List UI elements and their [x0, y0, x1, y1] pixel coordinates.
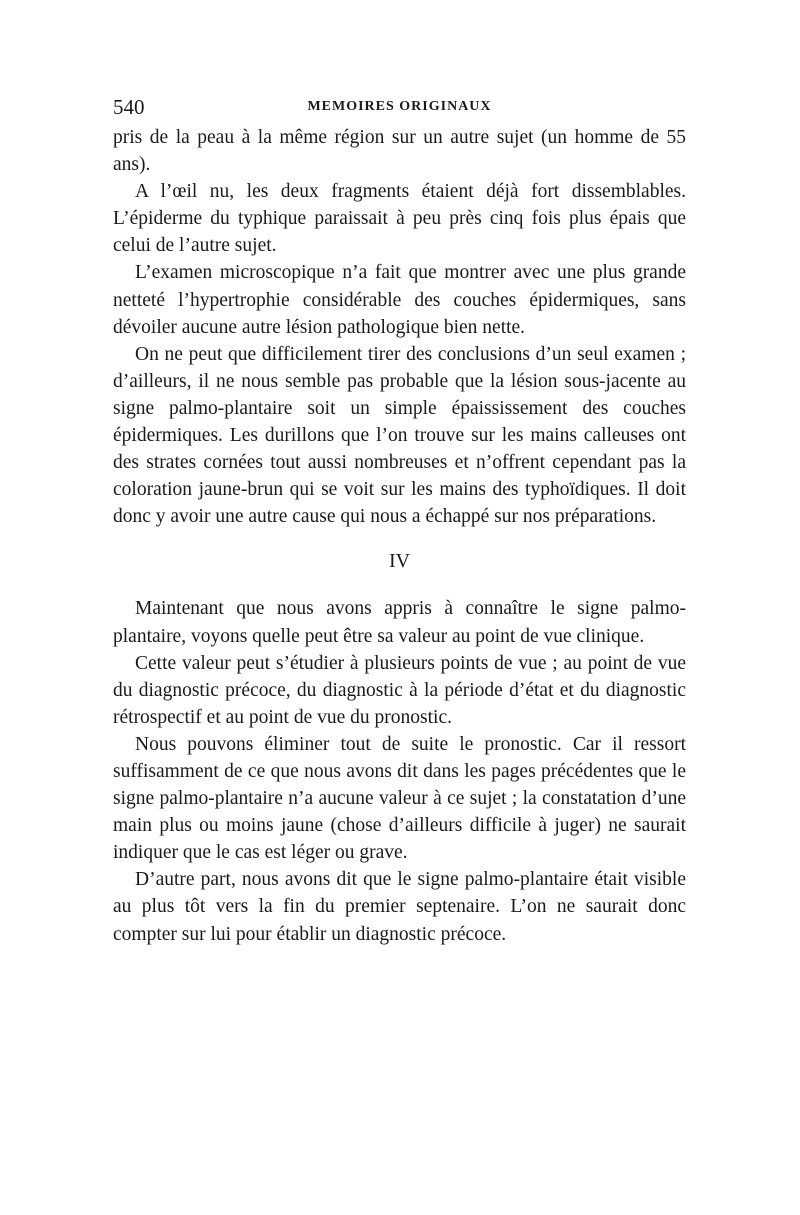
- paragraph: D’autre part, nous avons dit que le signe palmo-plantaire était visible au plus tôt vers la fin du premier septenaire. L’on ne saurait donc compter sur lui pour établir un diagnostic précoce.: [113, 869, 686, 945]
- paragraph: Maintenant que nous avons appris à connaître le signe palmo-plantaire, voyons quelle peut être sa valeur au point de vue clinique.: [113, 598, 686, 647]
- running-head: MEMOIRES ORIGINAUX: [307, 99, 492, 114]
- paragraph: On ne peut que difficilement tirer des conclusions d’un seul examen ; d’ailleurs, il ne nous semble pas probable que la lésion sous-jacente au signe palmo-plantaire soit un simple épaississement des couches épidermiques. Les durillons que l’on trouve sur les mains calleuses ont des strates cornées tout aussi nombreuses et n’offrent cependant pas la coloration jaune-brun qui se voit sur les mains des typhoïdiques. Il doit donc y avoir une autre cause qui nous a échappé sur nos préparations.: [113, 343, 686, 528]
- document-page: [113, 94, 686, 948]
- page-number: 540: [113, 95, 145, 119]
- body-text-before-section: [113, 124, 686, 530]
- paragraph: Cette valeur peut s’étudier à plusieurs points de vue ; au point de vue du diagnostic précoce, du diagnostic à la période d’état et du diagnostic rétrospectif et au point de vue du pronostic.: [113, 652, 686, 728]
- paragraph: pris de la peau à la même région sur un autre sujet (un homme de 55 ans).: [113, 127, 686, 176]
- paragraph: Nous pouvons éliminer tout de suite le pronostic. Car il ressort suffisamment de ce que nous avons dit dans les pages précédentes que le signe palmo-plantaire n’a aucune valeur à ce sujet ; la constatation d’une main plus ou moins jaune (chose d’ailleurs difficile à juger) ne saurait indiquer que le cas est léger ou grave.: [113, 733, 686, 864]
- paragraph: A l’œil nu, les deux fragments étaient déjà fort dissemblables. L’épiderme du typhique paraissait à peu près cinq fois plus épais que celui de l’autre sujet.: [113, 181, 686, 257]
- section-heading: IV: [388, 550, 411, 573]
- page-header: [113, 94, 686, 120]
- body-text-after-section: [113, 595, 686, 947]
- paragraph: L’examen microscopique n’a fait que montrer avec une plus grande netteté l’hypertrophie considérable des couches épidermiques, sans dévoiler aucune autre lésion pathologique bien nette.: [113, 262, 686, 338]
